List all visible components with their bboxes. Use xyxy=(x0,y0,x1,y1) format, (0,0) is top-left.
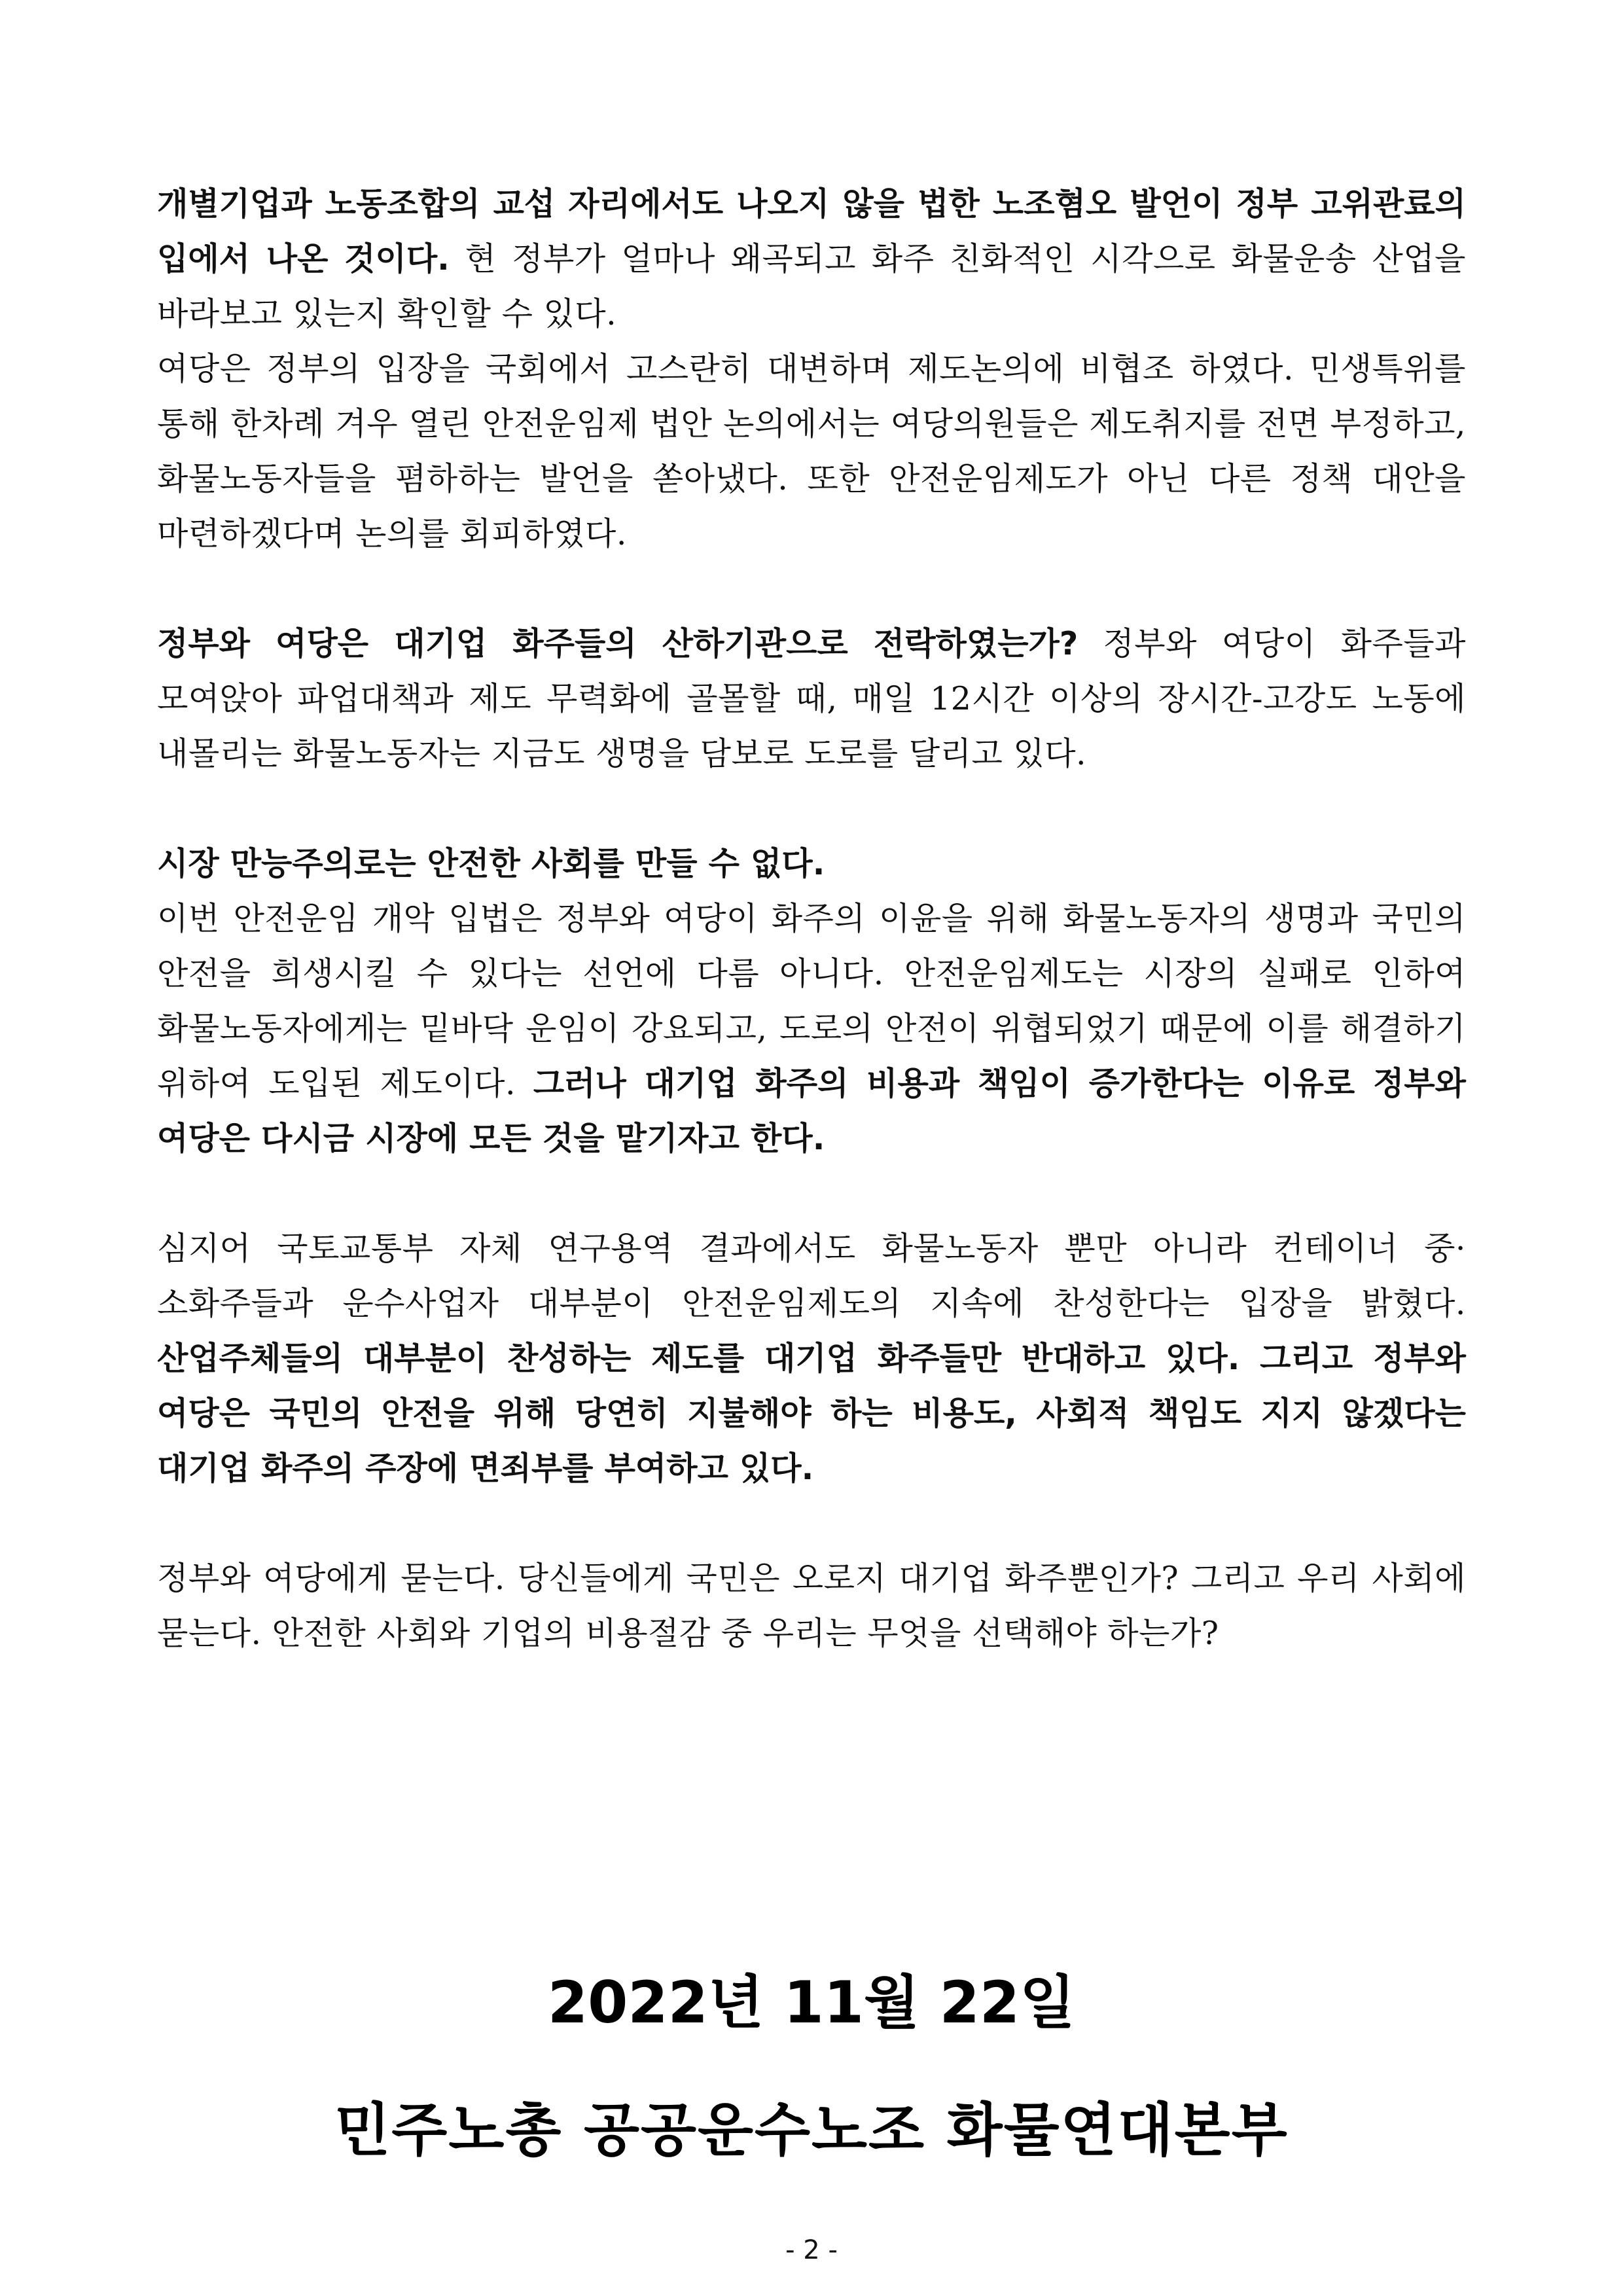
page-number: - 2 - xyxy=(785,2235,838,2265)
paragraph-1-bold: 개별기업과 노동조합의 교섭 자리에서도 나오지 않을 법한 노조혐오 발언이 정부 고위관료의 입에서 나온 것이다. xyxy=(157,185,1466,278)
paragraph-5-bold: 산업주체들의 대부분이 찬성하는 제도를 대기업 화주들만 반대하고 있다. 그리고 정부와 여당은 국민의 안전을 위해 당연히 지불해야 하는 비용도, 사회적 책임도 지지 않겠다는 대기업 화주의 주장에 면죄부를 부여하고 있다. xyxy=(157,1340,1466,1487)
paragraph-3 xyxy=(157,617,1466,781)
paragraph-3-bold: 정부와 여당은 대기업 화주들의 산하기관으로 전락하였는가? xyxy=(157,625,1079,662)
statement-date: 2022년 11월 22일 xyxy=(547,1969,1076,2036)
paragraph-4-bold: 그러나 대기업 화주의 비용과 책임이 증가한다는 이유로 정부와 여당은 다시금 시장에 모든 것을 맡기자고 한다. xyxy=(157,1065,1466,1157)
paragraph-5 xyxy=(157,1221,1466,1496)
paragraph-1 xyxy=(157,177,1466,342)
spacer xyxy=(157,1496,1466,1551)
paragraph-3-text: 정부와 여당이 화주들과 모여앉아 파업대책과 제도 무력화에 골몰할 때, 매일 12시간 이상의 장시간-고강도 노동에 내몰리는 화물노동자는 지금도 생명을 담보로 도로를 달리고 있다. xyxy=(157,625,1466,772)
spacer xyxy=(157,1166,1466,1221)
paragraph-4 xyxy=(157,891,1466,1166)
paragraph-5-text: 심지어 국토교통부 자체 연구용역 결과에서도 화물노동자 뿐만 아니라 컨테이너 중·소화주들과 운수사업자 대부분이 안전운임제도의 지속에 찬성한다는 입장을 밝혔다. xyxy=(157,1230,1466,1322)
section-heading: 시장 만능주의로는 안전한 사회를 만들 수 없다. xyxy=(157,845,825,882)
paragraph-1-text: 현 정부가 얼마나 왜곡되고 화주 친화적인 시각으로 화물운송 산업을 바라보고 있는지 확인할 수 있다. xyxy=(157,240,1466,332)
issuing-organization: 민주노총 공공운수노조 화물연대본부 xyxy=(334,2096,1289,2164)
spacer xyxy=(157,781,1466,836)
paragraph-4-text: 이번 안전운임 개악 입법은 정부와 여당이 화주의 이윤을 위해 화물노동자의 생명과 국민의 안전을 희생시킬 수 있다는 선언에 다름 아니다. 안전운임제도는 시장의 실패로 인하여 화물노동자에게는 밑바닥 운임이 강요되고, 도로의 안전이 위협되었기 때문에 이를 해결하기 위하여 도입된 제도이다. xyxy=(157,900,1466,1102)
paragraph-2: 여당은 정부의 입장을 국회에서 고스란히 대변하며 제도논의에 비협조 하였다. 민생특위를 통해 한차례 겨우 열린 안전운임제 법안 논의에서는 여당의원들은 제도취지를 전면 부정하고, 화물노동자들을 폄하하는 발언을 쏟아냈다. 또한 안전운임제도가 아닌 다른 정책 대안을 마련하겠다며 논의를 회피하였다. xyxy=(157,350,1466,552)
document-body xyxy=(157,177,1466,1661)
paragraph-6: 정부와 여당에게 묻는다. 당신들에게 국민은 오로지 대기업 화주뿐인가? 그리고 우리 사회에 묻는다. 안전한 사회와 기업의 비용절감 중 우리는 무엇을 선택해야 하는가? xyxy=(157,1560,1466,1652)
spacer xyxy=(157,562,1466,617)
